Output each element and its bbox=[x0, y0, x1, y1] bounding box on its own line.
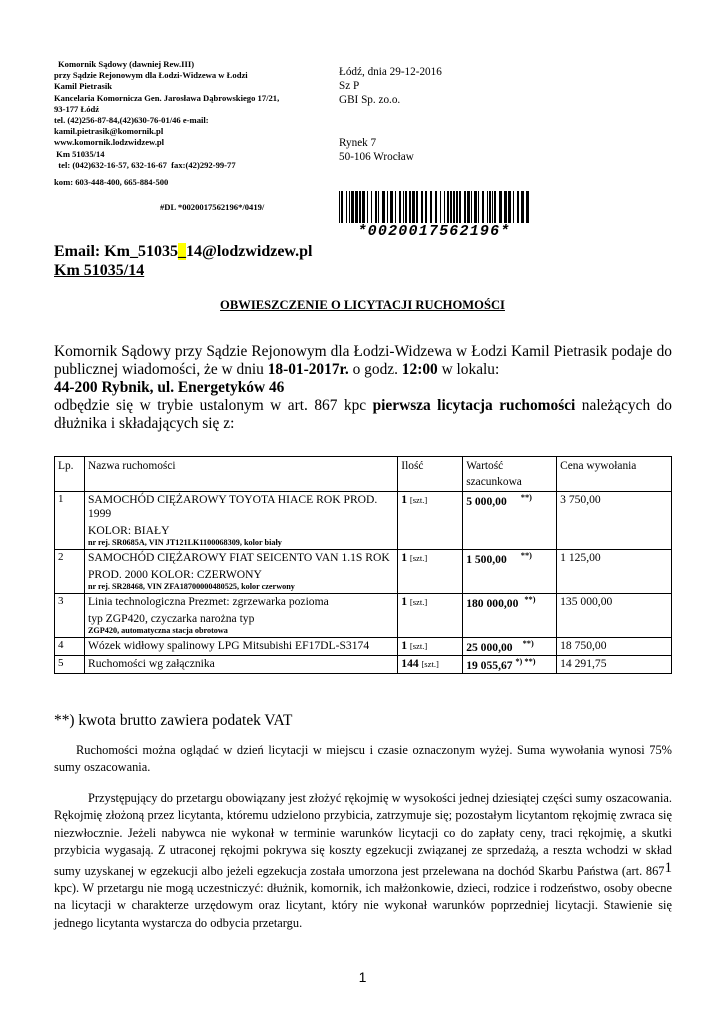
auction-time: 12:00 bbox=[401, 361, 438, 378]
office-mobile: kom: 603-448-400, 665-884-500 bbox=[54, 177, 169, 188]
qty-unit: [szt.] bbox=[409, 597, 428, 607]
row-value bbox=[463, 594, 557, 638]
intro-text: Komornik Sądowy przy Sądzie Rejonowym dla Łodzi-Widzewa w Łodzi Kamil Pietrasik podaje do publicznej wiadomości, że w dniu bbox=[54, 343, 672, 378]
row-qty bbox=[398, 550, 463, 594]
row-value bbox=[463, 638, 557, 656]
row-value bbox=[463, 492, 557, 550]
qty-unit: [szt.] bbox=[409, 553, 428, 563]
row-lp: 1 bbox=[55, 492, 85, 550]
qty-value: 1 bbox=[401, 595, 408, 608]
auction-type: pierwsza licytacja ruchomości bbox=[372, 397, 576, 414]
recipient-line: Sz P bbox=[339, 80, 360, 93]
page-number: 1 bbox=[358, 969, 367, 985]
deposit-paragraph bbox=[54, 790, 672, 932]
items-table bbox=[54, 456, 672, 674]
table-row bbox=[55, 550, 672, 594]
value-amount: 1 500,00 bbox=[466, 553, 507, 566]
qty-value: 144 bbox=[401, 657, 419, 670]
row-value bbox=[463, 656, 557, 674]
row-lp: 5 bbox=[55, 656, 85, 674]
article-superscript: 1 bbox=[664, 859, 672, 876]
row-name: Ruchomości wg załącznika bbox=[84, 656, 397, 674]
viewing-text: Ruchomości można oglądać w dzień licytacji w miejscu i czasie oznaczonym wyżej. Suma wywołania wynosi 75% sumy oszacowania. bbox=[54, 743, 672, 775]
auction-location: 44-200 Rybnik, ul. Energetyków 46 bbox=[54, 379, 285, 396]
table-row bbox=[55, 638, 672, 656]
item-name: SAMOCHÓD CIĘŻAROWY TOYOTA HIACE ROK PROD. 1999 bbox=[87, 493, 378, 520]
value-mark: **) bbox=[522, 639, 534, 648]
item-name: SAMOCHÓD CIĘŻAROWY FIAT SEICENTO VAN 1.1S ROK bbox=[87, 551, 390, 564]
intro-text: należących do dłużnika i składających się z: bbox=[54, 397, 673, 432]
item-detail: typ ZGP420, czyczarka narożna typ bbox=[87, 612, 255, 625]
office-email: kamil.pietrasik@komornik.pl bbox=[54, 126, 164, 137]
address-line: 50-106 Wrocław bbox=[339, 150, 414, 163]
vat-note: **) kwota brutto zawiera podatek VAT bbox=[54, 712, 293, 729]
place-date: Łódź, dnia 29-12-2016 bbox=[339, 66, 442, 78]
table-row bbox=[55, 594, 672, 638]
qty-value: 1 bbox=[401, 493, 408, 506]
intro-text: o godz. bbox=[348, 361, 402, 378]
item-sub: ZGP420, automatyczna stacja obrotowa bbox=[87, 626, 228, 635]
email-prefix: Email: Km_51035 bbox=[54, 243, 178, 260]
row-price: 3 750,00 bbox=[557, 492, 672, 550]
qty-value: 1 bbox=[401, 551, 408, 564]
document-id: #DL *0020017562196*/0419/ bbox=[160, 202, 265, 212]
item-sub: nr rej. SR0685A, VIN JT121LK1100068309, kolor biały bbox=[87, 538, 282, 547]
item-name: Linia technologiczna Prezmet: zgrzewarka pozioma bbox=[87, 595, 329, 608]
row-qty bbox=[398, 492, 463, 550]
barcode bbox=[339, 191, 529, 223]
qty-value: 1 bbox=[401, 639, 408, 652]
row-lp: 3 bbox=[55, 594, 85, 638]
row-price: 135 000,00 bbox=[557, 594, 672, 638]
row-qty bbox=[398, 594, 463, 638]
value-amount: 19 055,67 bbox=[466, 659, 513, 672]
value-mark: **) bbox=[520, 493, 532, 502]
office-phone: tel: (042)632-16-57, 632-16-67 fax:(42)292-99-77 bbox=[54, 159, 236, 170]
office-line: Kancelaria Komornicza Gen. Jarosława Dąbrowskiego 17/21, bbox=[54, 92, 280, 103]
recipient-line: GBI Sp. zo.o. bbox=[339, 94, 401, 107]
intro-text: w lokalu: bbox=[437, 361, 500, 378]
row-value bbox=[463, 550, 557, 594]
table-row bbox=[55, 492, 672, 550]
col-header-name: Nazwa ruchomości bbox=[84, 457, 397, 492]
value-amount: 180 000,00 bbox=[466, 597, 519, 610]
office-line: Km 51035/14 bbox=[54, 148, 105, 159]
row-name bbox=[84, 550, 397, 594]
item-detail: KOLOR: BIAŁY bbox=[87, 524, 170, 537]
value-mark: **) bbox=[520, 551, 532, 560]
email-highlight: _ bbox=[178, 243, 186, 260]
row-qty bbox=[398, 656, 463, 674]
case-email bbox=[54, 243, 312, 261]
col-header-qty: Ilość bbox=[398, 457, 463, 492]
document-title: OBWIESZCZENIE O LICYTACJI RUCHOMOŚCI bbox=[220, 298, 505, 312]
viewing-paragraph bbox=[54, 742, 672, 777]
address-line: Rynek 7 bbox=[339, 136, 377, 149]
qty-unit: [szt.] bbox=[421, 659, 439, 669]
row-price: 14 291,75 bbox=[557, 656, 672, 674]
barcode-text: *0020017562196* bbox=[357, 223, 511, 240]
row-qty bbox=[398, 638, 463, 656]
row-name bbox=[84, 492, 397, 550]
item-sub: nr rej. SR28468, VIN ZFA18700000480525, kolor czerwony bbox=[87, 582, 295, 591]
office-line: tel. (42)256-87-84,(42)630-76-01/46 e-mail: bbox=[54, 115, 209, 126]
intro-text: odbędzie się w trybie ustalonym w art. 867 kpc bbox=[54, 397, 373, 414]
email-suffix: 14@lodzwidzew.pl bbox=[186, 243, 313, 260]
row-lp: 2 bbox=[55, 550, 85, 594]
value-mark: *) **) bbox=[515, 657, 536, 666]
row-price: 18 750,00 bbox=[557, 638, 672, 656]
table-row bbox=[55, 656, 672, 674]
col-header-lp: Lp. bbox=[55, 457, 85, 492]
col-header-value: Wartość szacunkowa bbox=[463, 457, 557, 492]
case-number-line bbox=[54, 262, 144, 280]
recipient-block bbox=[339, 65, 442, 164]
row-price: 1 125,00 bbox=[557, 550, 672, 594]
item-detail: PROD. 2000 KOLOR: CZERWONY bbox=[87, 568, 262, 581]
deposit-text: kpc). W przetargu nie mogą uczestniczyć: dłużnik, komornik, ich małżonkowie, dzieci, rodzice i rodzeństwo, osoby obecne na licytacji w charakterze urzędowym oraz licytant, który nie wykonał warunków poprzedniej licytacji. Stawienie się jednego licytanta wystarcza do odbycia przetargu. bbox=[54, 881, 672, 930]
office-line: Komornik Sądowy (dawniej Rew.III) bbox=[58, 59, 195, 69]
case-number: Km 51035/14 bbox=[54, 262, 145, 279]
bailiff-office-header bbox=[54, 59, 339, 188]
office-line: 93-177 Łódź bbox=[54, 103, 100, 114]
col-header-price: Cena wywołania bbox=[557, 457, 672, 492]
office-website: www.komornik.lodzwidzew.pl bbox=[54, 137, 165, 148]
table-header-row bbox=[55, 457, 672, 492]
row-lp: 4 bbox=[55, 638, 85, 656]
value-amount: 5 000,00 bbox=[466, 495, 507, 508]
deposit-text: Przystępujący do przetargu obowiązany jest złożyć rękojmię w wysokości jednej dziesiątej części sumy oszacowania. Rękojmię złożoną przez licytanta, któremu udzielono przybicia, zatrzymuje się; pozostałym licytantom rękojmię zwraca się niezwłocznie. Jeżeli nabywca nie wykonał w terminie warunków licytacji co do zapłaty ceny, traci rękojmię, a skutki przybicia wygasają. Z utraconej rękojmi pokrywa się koszty egzekucji związanej ze sprzedażą, a reszta wchodzi w skład sumy uzyskanej w egzekucji albo jeżeli egzekucja została umorzona jest przelewana na dochód Skarbu Państwa (art. 867 bbox=[54, 791, 672, 878]
office-line: przy Sądzie Rejonowym dla Łodzi-Widzewa w Łodzi bbox=[54, 70, 248, 81]
qty-unit: [szt.] bbox=[409, 641, 428, 651]
value-mark: **) bbox=[524, 595, 536, 604]
qty-unit: [szt.] bbox=[409, 495, 428, 505]
row-name bbox=[84, 594, 397, 638]
auction-date: 18-01-2017r. bbox=[267, 361, 349, 378]
value-amount: 25 000,00 bbox=[466, 641, 513, 654]
office-line: Kamil Pietrasik bbox=[54, 81, 112, 92]
intro-paragraph bbox=[54, 343, 672, 433]
row-name: Wózek widłowy spalinowy LPG Mitsubishi EF17DL-S3174 bbox=[84, 638, 397, 656]
